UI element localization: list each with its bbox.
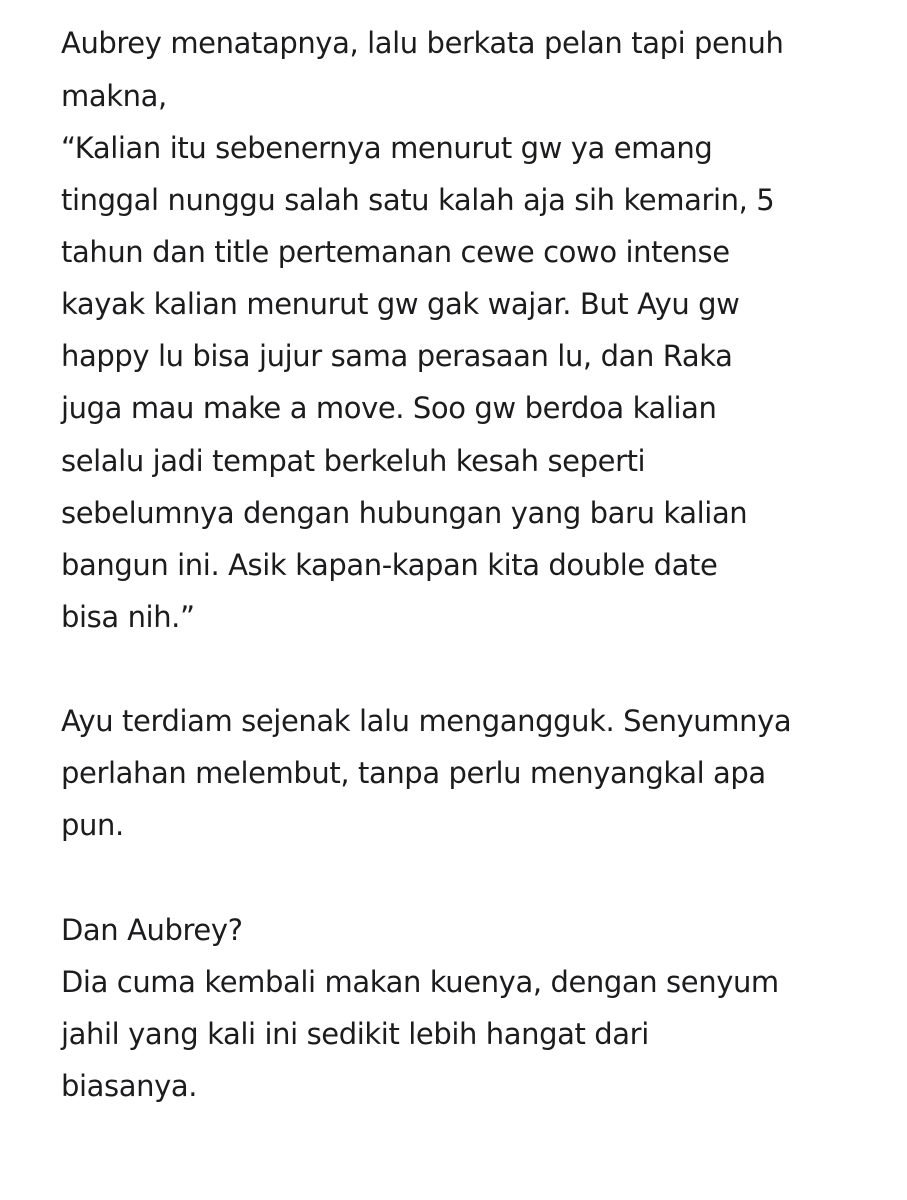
text-line: happy lu bisa jujur sama perasaan lu, dan Raka [61,339,733,373]
text-line: kayak kalian menurut gw gak wajar. But Ayu gw [61,287,740,321]
text-line: bisa nih.” [61,600,195,634]
text-line: perlahan melembut, tanpa perlu menyangkal apa [61,756,766,790]
text-line: bangun ini. Asik kapan-kapan kita double date [61,548,718,582]
text-line: juga mau make a move. Soo gw berdoa kalian [61,391,717,425]
text-line: makna, [61,79,167,113]
text-line: Aubrey menatapnya, lalu berkata pelan tapi penuh [61,26,784,60]
text-line: tahun dan title pertemanan cewe cowo intense [61,235,730,269]
text-line: jahil yang kali ini sedikit lebih hangat dari [61,1017,649,1051]
text-line: sebelumnya dengan hubungan yang baru kalian [61,496,748,530]
text-line: pun. [61,808,124,842]
text-line: selalu jadi tempat berkeluh kesah seperti [61,444,646,478]
text-line: Dia cuma kembali makan kuenya, dengan senyum [61,965,779,999]
text-line: Ayu terdiam sejenak lalu mengangguk. Senyumnya [61,704,792,738]
text-line: “Kalian itu sebenernya menurut gw ya emang [61,131,713,165]
text-line: Dan Aubrey? [61,913,243,947]
text-line: biasanya. [61,1069,198,1103]
text-line: tinggal nunggu salah satu kalah aja sih kemarin, 5 [61,183,775,217]
